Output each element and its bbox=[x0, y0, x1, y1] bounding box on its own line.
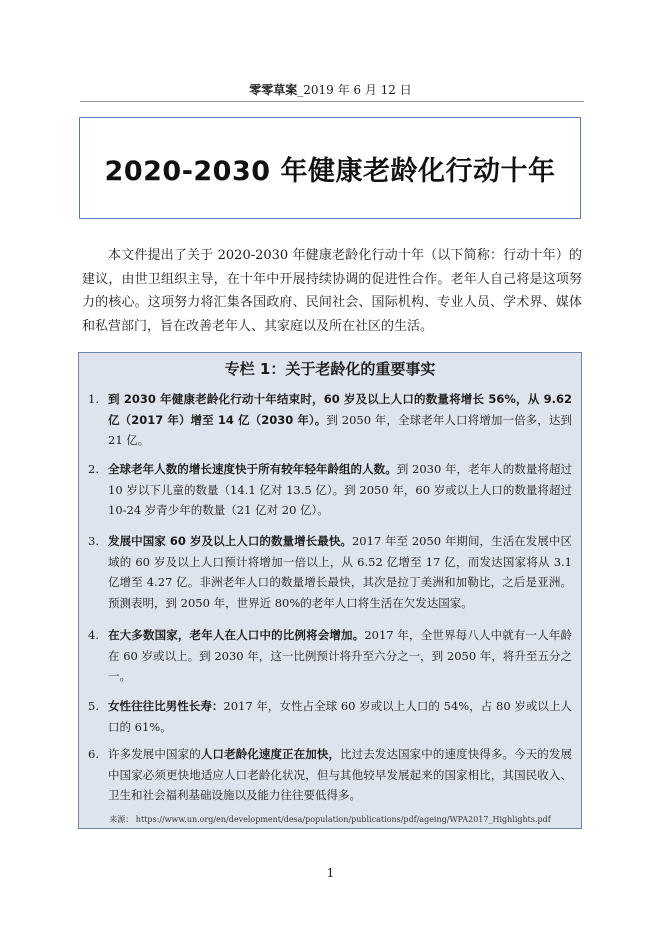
source-note: 来源： https://www.un.org/en/development/desa/population/publications/pdf/ageing/WPA2017_Highlights.pdf bbox=[109, 815, 551, 824]
fact-highlight: 在大多数国家，老年人在人口中的比例将会增加。 bbox=[108, 628, 365, 642]
header-divider bbox=[80, 101, 584, 102]
fact-highlight: 发展中国家 60 岁及以上人口的数量增长最快。 bbox=[108, 534, 352, 548]
fact-rest: 2017 年至 2050 年期间，生活在发展中区域的 60 岁及以上人口预计将增加一倍以上，从 6.52 亿增至 17 亿，而发达国家将从 3.1 亿增至 4.27 亿。非洲老年人口的数量增长最快，其次是拉丁美洲和加勒比，之后是亚洲。预测表明，到 2050 年，世界近 80%的老年人口将生活在欠发达国家。 bbox=[108, 534, 573, 610]
fact-number: 2. bbox=[88, 462, 99, 476]
fact-number: 3. bbox=[88, 534, 99, 548]
fact-item-5 bbox=[88, 696, 572, 737]
fact-item-3 bbox=[88, 531, 572, 613]
fact-rest: 2017 年，全世界每八人中就有一人年龄在 60 岁或以上。到 2030 年，这一比例预计将升至六分之一，到 2050 年，将升至五分之一。 bbox=[108, 628, 573, 683]
title-box bbox=[79, 117, 581, 219]
fact-item-6 bbox=[88, 744, 572, 806]
fact-rest: 比过去发达国家中的速度快得多。今天的发展中国家必须更快地适应人口老龄化状况，但与其他较早发展起来的国家相比，其国民收入、卫生和社会福利基础设施以及能力往往要低得多。 bbox=[108, 747, 573, 802]
fact-number: 5. bbox=[88, 699, 99, 713]
fact-highlight: 全球老年人数的增长速度快于所有较年轻年龄组的人数。 bbox=[108, 462, 397, 476]
fact-number: 6. bbox=[88, 747, 99, 761]
draft-label: 零零草案 bbox=[249, 83, 298, 97]
fact-number: 4. bbox=[88, 628, 99, 642]
fact-highlight: 到 2030 年健康老龄化行动十年结束时，60 岁及以上人口的数量将增长 56%，从 9.62 亿（2017 年）增至 14 亿（2030 年）。 bbox=[108, 392, 572, 427]
fact-number: 1. bbox=[88, 392, 99, 406]
fact-pre: 许多发展中国家的 bbox=[108, 747, 201, 761]
fact-box-title: 专栏 1：关于老龄化的重要事实 bbox=[224, 360, 436, 378]
fact-highlight: 女性往往比男性长寿： bbox=[108, 699, 224, 713]
page-number: 1 bbox=[326, 866, 335, 880]
fact-item-2 bbox=[88, 459, 572, 521]
page-header bbox=[0, 82, 661, 98]
document-title: 2020-2030 年健康老龄化行动十年 bbox=[104, 155, 556, 187]
fact-highlight: 人口老龄化速度正在加快， bbox=[200, 747, 341, 761]
fact-item-1 bbox=[88, 389, 572, 451]
fact-rest: 2017 年，女性占全球 60 岁或以上人口的 54%，占 80 岁或以上人口的 61%。 bbox=[108, 699, 573, 734]
header-date: _2019 年 6 月 12 日 bbox=[297, 83, 412, 97]
fact-item-4 bbox=[88, 625, 572, 687]
fact-rest: 到 2030 年，老年人的数量将超过 10 岁以下儿童的数量（14.1 亿对 13.5 亿）。到 2050 年，60 岁或以上人口的数量将超过 10-24 岁青少年的数量（21 亿对 20 亿）。 bbox=[108, 462, 572, 517]
fact-rest: 到 2050 年，全球老年人口将增加一倍多，达到 21 亿。 bbox=[108, 412, 573, 447]
intro-paragraph: 本文件提出了关于 2020-2030 年健康老龄化行动十年（以下简称：行动十年）的建议，由世卫组织主导，在十年中开展持续协调的促进性合作。老年人自己将是这项努力的核心。这项努力将汇集各国政府、民间社会、国际机构、专业人员、学术界、媒体和私营部门，旨在改善老年人、其家庭以及所在社区的生活。 bbox=[82, 248, 582, 334]
